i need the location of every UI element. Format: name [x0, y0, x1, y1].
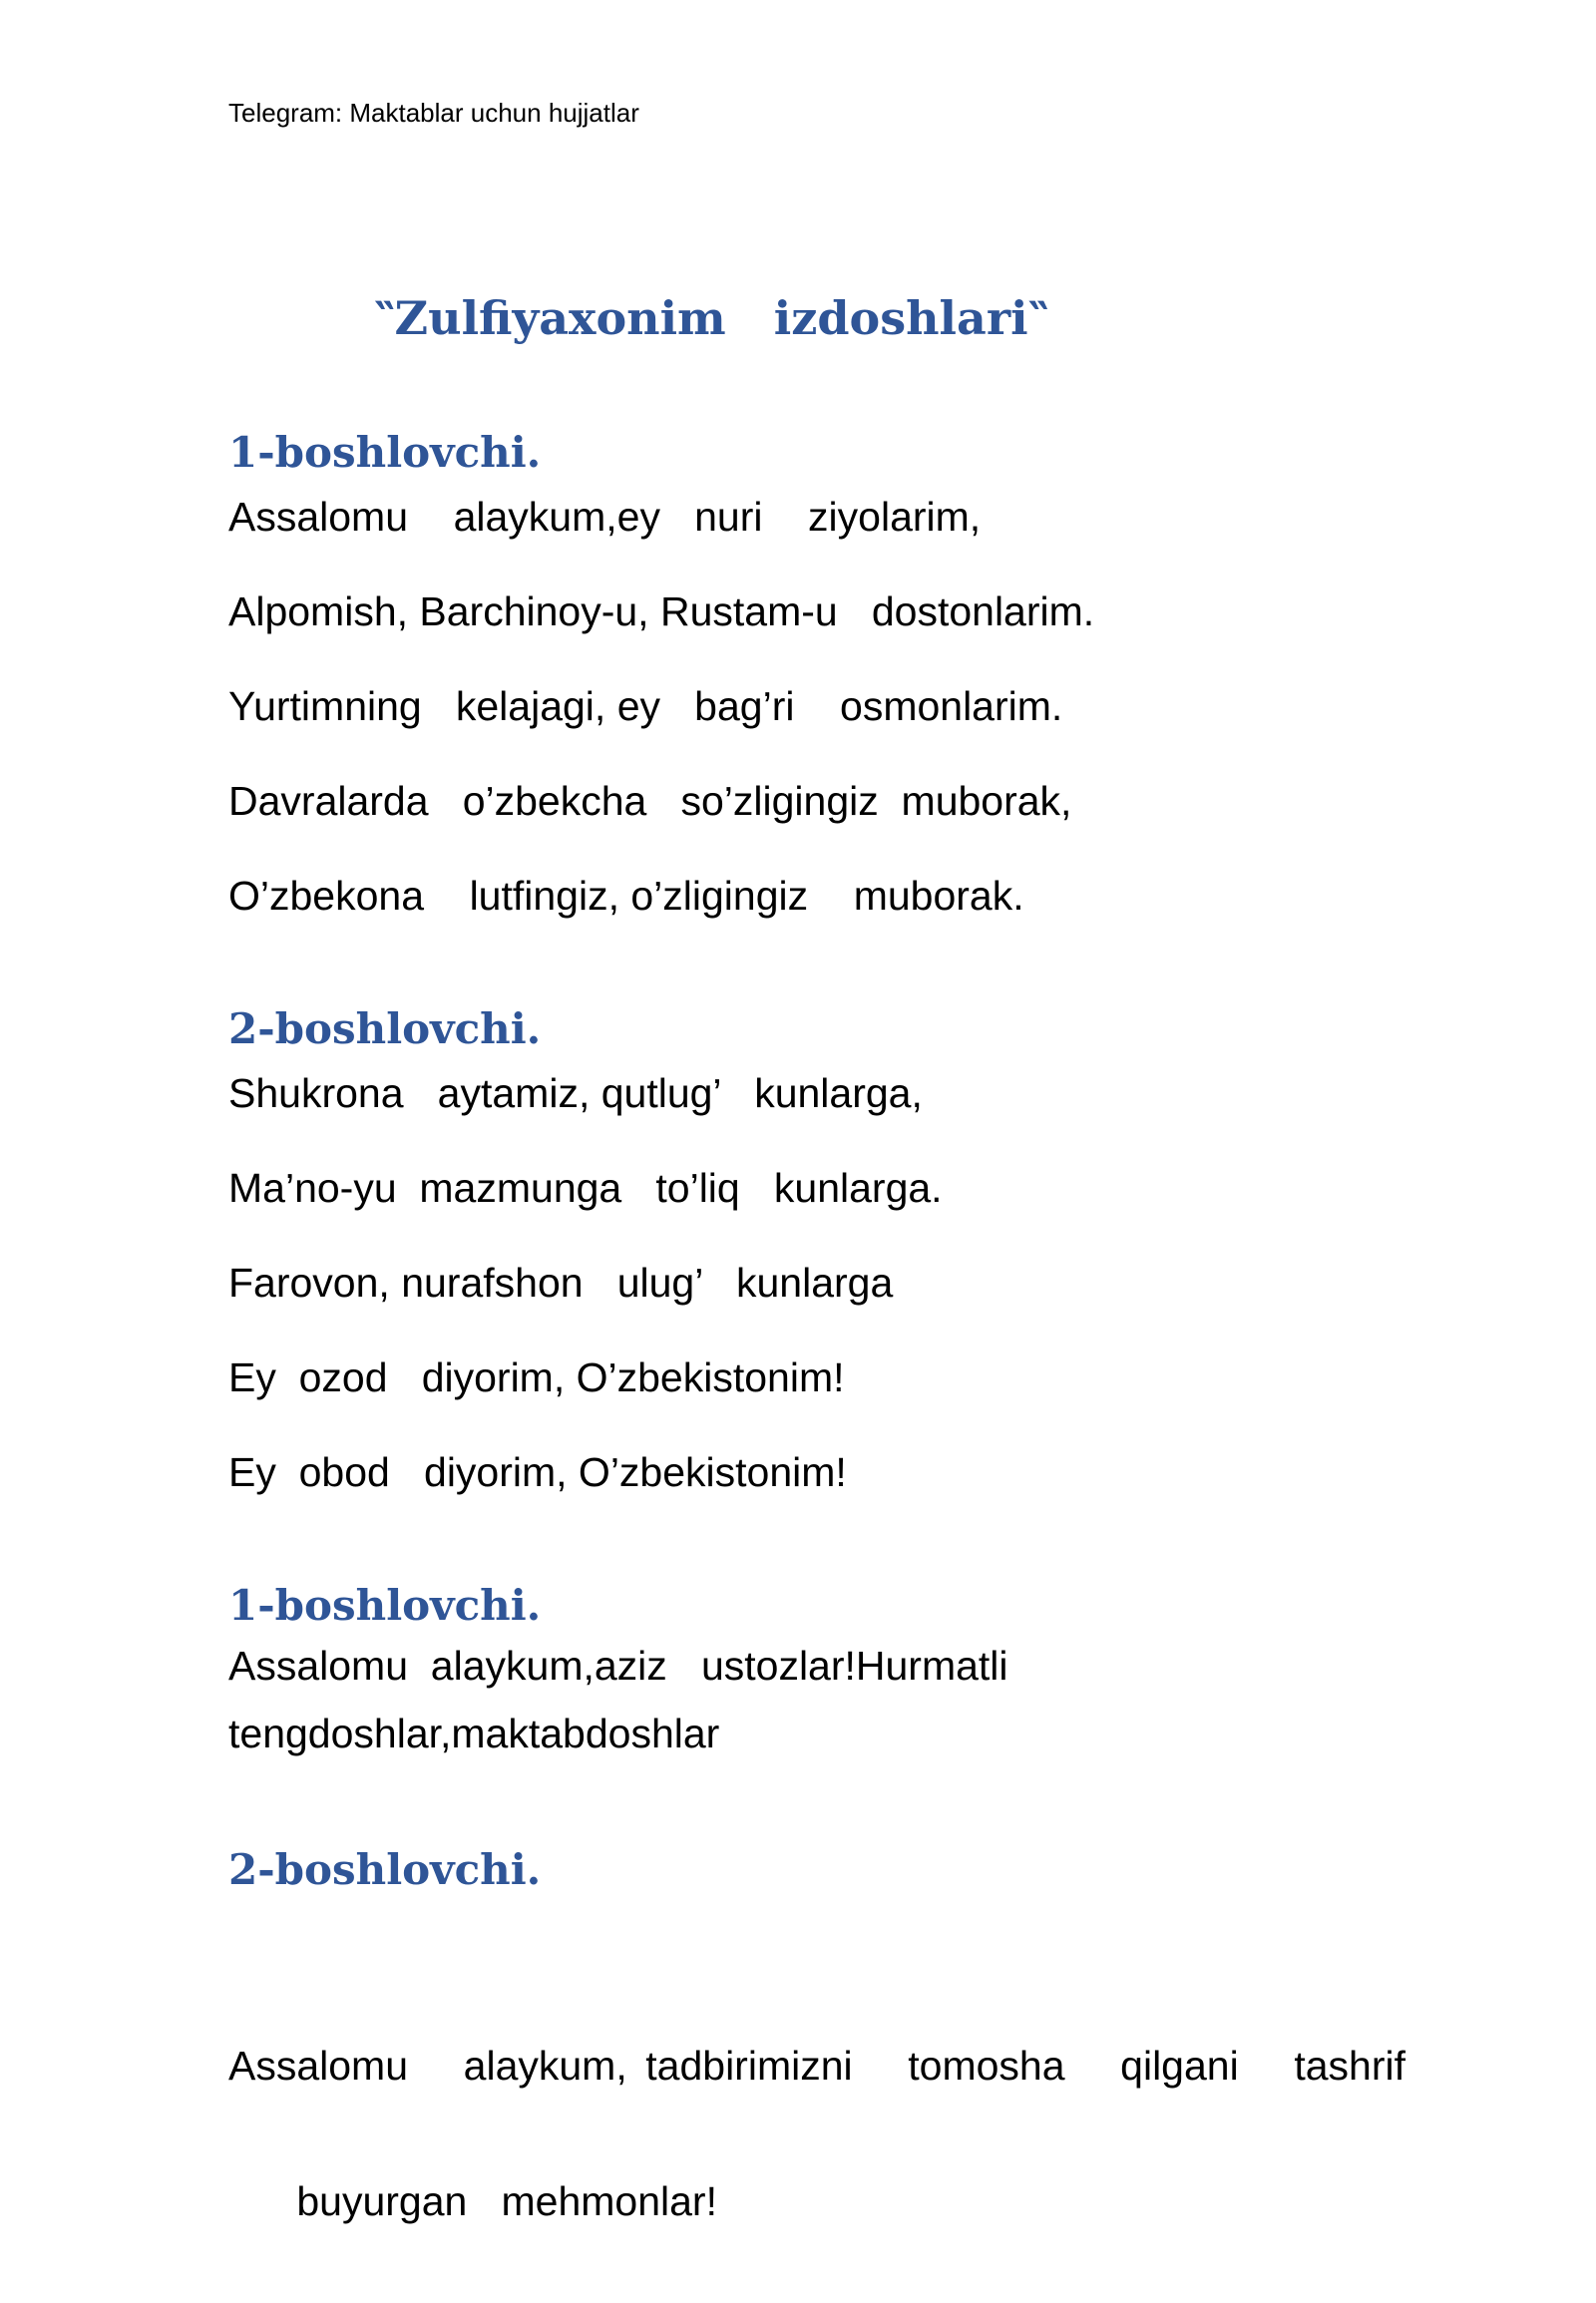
speaker-label: 2-boshlovchi. [228, 1004, 542, 1053]
verse-line: Alpomish, Barchinoy-u, Rustam-u dostonlarim. [228, 588, 1095, 634]
prose-line: tengdoshlar,maktabdoshlar [228, 1711, 720, 1756]
verse-line: O’zbekona lutfingiz, o’zligingiz muborak. [228, 873, 1024, 919]
section-4-boshlovchi [228, 1844, 1405, 2303]
verse-line: Ey ozod diyorim, O’zbekistonim! [228, 1354, 845, 1400]
prose-paragraph [228, 1896, 1405, 2303]
verse-line: Assalomu alaykum,ey nuri ziyolarim, [228, 494, 982, 540]
section-3-boshlovchi [228, 1580, 1405, 1767]
verse-line: Yurtimning kelajagi, ey bag’ri osmonlarim. [228, 683, 1063, 729]
prose-line: Assalomu alaykum, tadbirimizni tomosha qilgani tashrif [228, 2043, 1405, 2089]
verse-line: Davralarda o’zbekcha so’zligingiz muborak, [228, 778, 1072, 824]
verse-line: Ma’no-yu mazmunga to’liq kunlarga. [228, 1165, 943, 1211]
speaker-label: 2-boshlovchi. [228, 1845, 542, 1894]
section-2-boshlovchi [228, 1003, 1405, 1496]
prose-line: Assalomu alaykum,aziz ustozlar!Hurmatli [228, 1643, 1008, 1689]
prose-line: buyurgan mehmonlar! [296, 2178, 717, 2224]
document-title: ‶Zulfiyaxonim izdoshlari‶ [374, 291, 1049, 345]
telegram-header-line: Telegram: Maktablar uchun hujjatlar [228, 98, 639, 128]
verse-line: Ey obod diyorim, O’zbekistonim! [228, 1449, 847, 1495]
verse-line: Shukrona aytamiz, qutlug’ kunlarga, [228, 1070, 923, 1116]
speaker-label: 1-boshlovchi. [228, 428, 542, 477]
verse-line: Farovon, nurafshon ulug’ kunlarga [228, 1260, 894, 1306]
speaker-label: 1-boshlovchi. [228, 1581, 542, 1630]
section-1-boshlovchi [228, 427, 1405, 920]
